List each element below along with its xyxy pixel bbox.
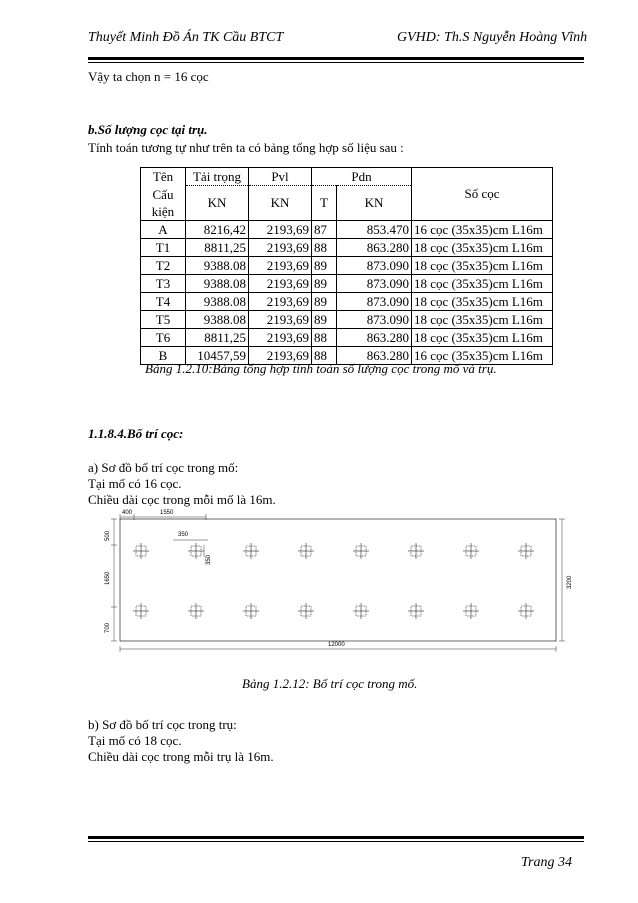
header-kn-2: KN bbox=[249, 186, 312, 221]
section-a-line1: Tại mố có 16 cọc. bbox=[88, 476, 182, 491]
dim-3200: 3200 bbox=[567, 575, 573, 589]
cell-name: T3 bbox=[141, 274, 186, 292]
dim-400: 400 bbox=[122, 510, 133, 516]
cell-pile-count: 18 cọc (35x35)cm L16m bbox=[412, 328, 553, 346]
cell-name: T2 bbox=[141, 256, 186, 274]
cell-t: 87 bbox=[312, 220, 337, 238]
header-tai-trong: Tải trọng bbox=[186, 168, 249, 186]
cell-pile-count: 18 cọc (35x35)cm L16m bbox=[412, 238, 553, 256]
section-b2-line1: Tại mố có 18 cọc. bbox=[88, 733, 182, 748]
cell-pdn: 863.280 bbox=[337, 328, 412, 346]
cell-t: 88 bbox=[312, 238, 337, 256]
cell-pile-count: 16 cọc (35x35)cm L16m bbox=[412, 220, 553, 238]
header-so-coc: Số cọc bbox=[412, 168, 553, 221]
cell-name: T4 bbox=[141, 292, 186, 310]
cell-pdn: 863.280 bbox=[337, 238, 412, 256]
footer-rule-thick bbox=[88, 836, 584, 839]
cell-pvl: 2193,69 bbox=[249, 346, 312, 364]
dim-700: 700 bbox=[105, 622, 111, 633]
header-kn-1: KN bbox=[186, 186, 249, 221]
header-left: Thuyết Minh Đồ Án TK Cầu BTCT bbox=[88, 30, 284, 45]
cell-pile-count: 18 cọc (35x35)cm L16m bbox=[412, 274, 553, 292]
header-t: T bbox=[312, 186, 337, 221]
pile-symbol bbox=[188, 603, 204, 619]
table-row bbox=[141, 292, 553, 310]
pile-symbol bbox=[463, 603, 479, 619]
table-row bbox=[141, 328, 553, 346]
cell-pile-count: 16 cọc (35x35)cm L16m bbox=[412, 346, 553, 364]
pile-symbol bbox=[463, 543, 479, 559]
pile-symbol bbox=[243, 603, 259, 619]
cell-name: A bbox=[141, 220, 186, 238]
section-b-text: Tính toán tương tự như trên ta có bảng tổng hợp số liệu sau : bbox=[88, 140, 404, 155]
table-row bbox=[141, 256, 553, 274]
cell-pvl: 2193,69 bbox=[249, 328, 312, 346]
cell-pdn: 873.090 bbox=[337, 310, 412, 328]
pile-symbol bbox=[353, 603, 369, 619]
cell-t: 88 bbox=[312, 346, 337, 364]
header-pdn: Pdn bbox=[312, 168, 412, 186]
cell-name: T1 bbox=[141, 238, 186, 256]
cell-t: 89 bbox=[312, 292, 337, 310]
cell-pdn: 873.090 bbox=[337, 292, 412, 310]
dim-350-horizontal: 350 bbox=[178, 532, 189, 538]
cell-load: 10457,59 bbox=[186, 346, 249, 364]
pile-symbol bbox=[243, 543, 259, 559]
intro-line: Vậy ta chọn n = 16 cọc bbox=[88, 69, 209, 84]
cell-load: 8216,42 bbox=[186, 220, 249, 238]
cell-load: 8811,25 bbox=[186, 238, 249, 256]
pile-symbol bbox=[133, 543, 149, 559]
dim-350-vertical: 350 bbox=[206, 554, 212, 565]
pile-symbol bbox=[518, 543, 534, 559]
cell-pvl: 2193,69 bbox=[249, 274, 312, 292]
header-kn-3: KN bbox=[337, 186, 412, 221]
cell-pdn: 863.280 bbox=[337, 346, 412, 364]
section-b-heading: b.Số lượng cọc tại trụ. bbox=[88, 122, 208, 137]
table-row bbox=[141, 238, 553, 256]
header-rule-thick bbox=[88, 57, 584, 60]
cell-name: B bbox=[141, 346, 186, 364]
footer-page: Trang 34 bbox=[521, 855, 572, 870]
cell-t: 89 bbox=[312, 256, 337, 274]
cell-pile-count: 18 cọc (35x35)cm L16m bbox=[412, 310, 553, 328]
pile-symbol bbox=[298, 543, 314, 559]
footer-rule-thin bbox=[88, 841, 584, 842]
pile-summary-table bbox=[140, 167, 553, 365]
cell-pvl: 2193,69 bbox=[249, 292, 312, 310]
abutment-pile-layout-drawing bbox=[88, 505, 578, 655]
cell-t: 88 bbox=[312, 328, 337, 346]
section-b2-title: b) Sơ đồ bố trí cọc trong trụ: bbox=[88, 717, 237, 732]
pile-grid bbox=[133, 543, 534, 619]
cell-pvl: 2193,69 bbox=[249, 220, 312, 238]
pile-symbol bbox=[298, 603, 314, 619]
table-row bbox=[141, 220, 553, 238]
header-ten: Tên bbox=[141, 168, 186, 186]
cell-pdn: 853.470 bbox=[337, 220, 412, 238]
header-rule-thin bbox=[88, 62, 584, 63]
cell-pdn: 873.090 bbox=[337, 274, 412, 292]
pile-symbol bbox=[353, 543, 369, 559]
cell-t: 89 bbox=[312, 310, 337, 328]
header-pvl: Pvl bbox=[249, 168, 312, 186]
cell-pvl: 2193,69 bbox=[249, 310, 312, 328]
cell-load: 9388.08 bbox=[186, 310, 249, 328]
pile-symbol bbox=[133, 603, 149, 619]
cell-pvl: 2193,69 bbox=[249, 256, 312, 274]
cell-load: 9388.08 bbox=[186, 274, 249, 292]
pile-symbol bbox=[408, 543, 424, 559]
cell-name: T6 bbox=[141, 328, 186, 346]
dim-12000: 12000 bbox=[328, 642, 345, 648]
dim-500: 500 bbox=[105, 530, 111, 541]
table-row bbox=[141, 310, 553, 328]
cell-pile-count: 18 cọc (35x35)cm L16m bbox=[412, 256, 553, 274]
pile-symbol bbox=[188, 543, 204, 559]
header-right: GVHD: Th.S Nguyễn Hoàng Vĩnh bbox=[397, 30, 588, 45]
section-a-title: a) Sơ đồ bố trí cọc trong mố: bbox=[88, 460, 239, 475]
section-a-line2: Chiều dài cọc trong mỗi mố là 16m. bbox=[88, 492, 276, 507]
cell-pile-count: 18 cọc (35x35)cm L16m bbox=[412, 292, 553, 310]
cell-pdn: 873.090 bbox=[337, 256, 412, 274]
cell-load: 9388.08 bbox=[186, 292, 249, 310]
table-caption: Bảng 1.2.10:Bảng tổng hợp tính toán số lượng cọc trong mố và trụ. bbox=[145, 361, 497, 376]
cell-name: T5 bbox=[141, 310, 186, 328]
drawing-caption: Bảng 1.2.12: Bố trí cọc trong mố. bbox=[242, 676, 418, 691]
header-cau: Cấu bbox=[141, 186, 186, 203]
section-b2-line2: Chiều dài cọc trong mỗi trụ là 16m. bbox=[88, 749, 274, 764]
table-row bbox=[141, 274, 553, 292]
cell-pvl: 2193,69 bbox=[249, 238, 312, 256]
dim-1650: 1650 bbox=[105, 571, 111, 585]
cell-load: 9388.08 bbox=[186, 256, 249, 274]
section-1184-heading: 1.1.8.4.Bố trí cọc: bbox=[88, 426, 184, 441]
header-kien: kiện bbox=[141, 203, 186, 221]
cell-load: 8811,25 bbox=[186, 328, 249, 346]
pile-symbol bbox=[518, 603, 534, 619]
cell-t: 89 bbox=[312, 274, 337, 292]
pile-symbol bbox=[408, 603, 424, 619]
dim-1550: 1550 bbox=[160, 510, 174, 516]
